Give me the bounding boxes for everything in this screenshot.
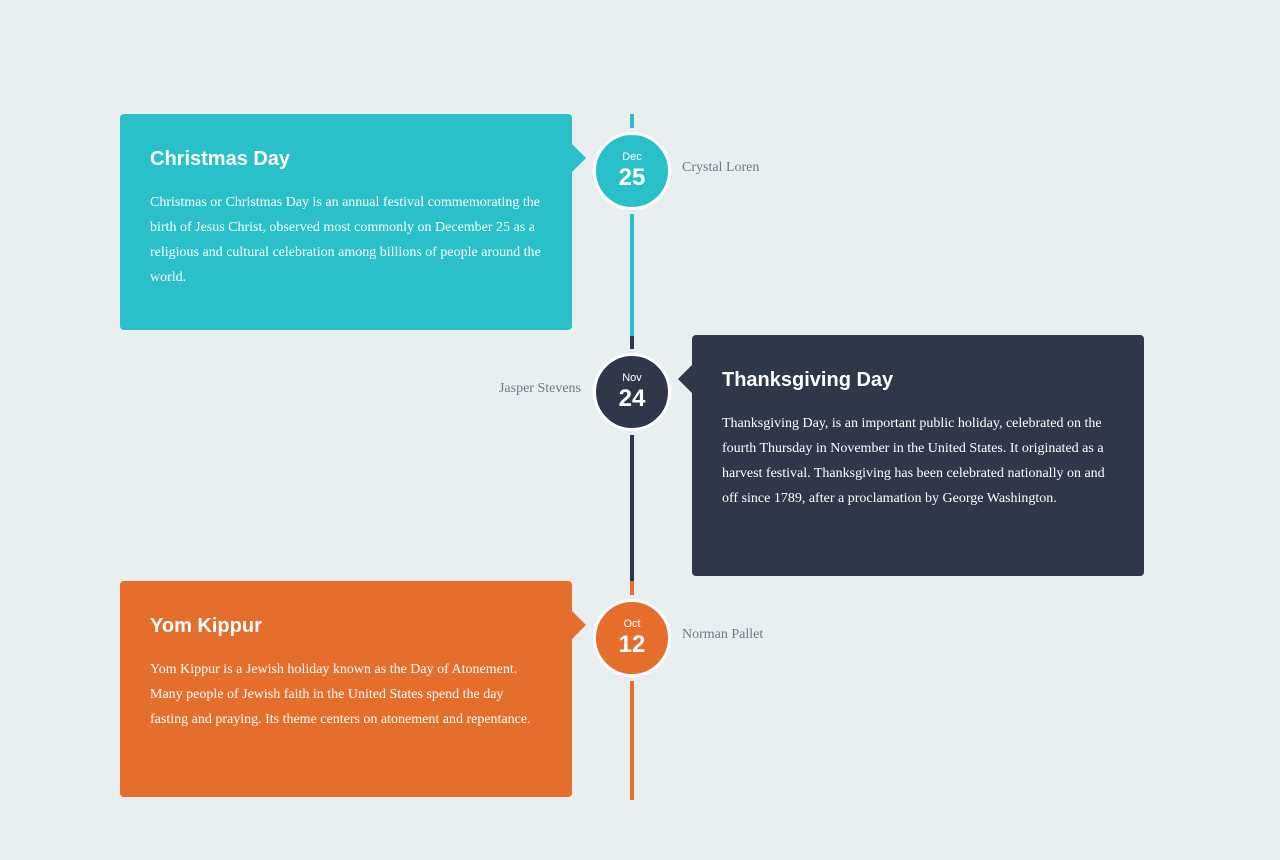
date-badge-christmas <box>589 128 675 214</box>
event-description: Christmas or Christmas Day is an annual festival commemorating the birth of Jesus Christ, observed most commonly on December 25 as a religious and cultural celebration among billions of people around the world. <box>150 195 541 285</box>
event-description: Thanksgiving Day, is an important public holiday, celebrated on the fourth Thursday in November in the United States. It originated as a harvest festival. Thanksgiving has been celebrated nationally on and off since 1789, after a proclamation by George Washington. <box>722 416 1105 506</box>
date-month: Nov <box>622 372 642 384</box>
event-card-yom-kippur <box>120 581 572 797</box>
card-pointer <box>572 611 586 639</box>
date-day: 12 <box>618 631 646 658</box>
date-circle <box>593 132 671 210</box>
date-month: Dec <box>622 151 642 163</box>
date-day: 25 <box>618 164 646 191</box>
date-day: 24 <box>618 385 646 412</box>
date-badge-yom-kippur <box>589 595 675 681</box>
card-pointer <box>678 365 692 393</box>
event-title: Christmas Day <box>150 148 291 170</box>
event-card-christmas <box>120 114 572 330</box>
card-pointer <box>572 144 586 172</box>
event-card-thanksgiving <box>692 335 1144 576</box>
date-circle <box>593 353 671 431</box>
date-circle <box>593 599 671 677</box>
event-description: Yom Kippur is a Jewish holiday known as the Day of Atonement. Many people of Jewish faith in the United States spend the day fasting and praying. Its theme centers on atonement and repentance. <box>150 662 531 727</box>
event-title: Thanksgiving Day <box>722 369 894 391</box>
date-badge-thanksgiving <box>589 349 675 435</box>
event-title: Yom Kippur <box>150 615 262 637</box>
event-author: Crystal Loren <box>682 160 760 175</box>
date-month: Oct <box>623 618 641 630</box>
event-author: Norman Pallet <box>682 627 764 642</box>
event-author: Jasper Stevens <box>498 381 581 396</box>
